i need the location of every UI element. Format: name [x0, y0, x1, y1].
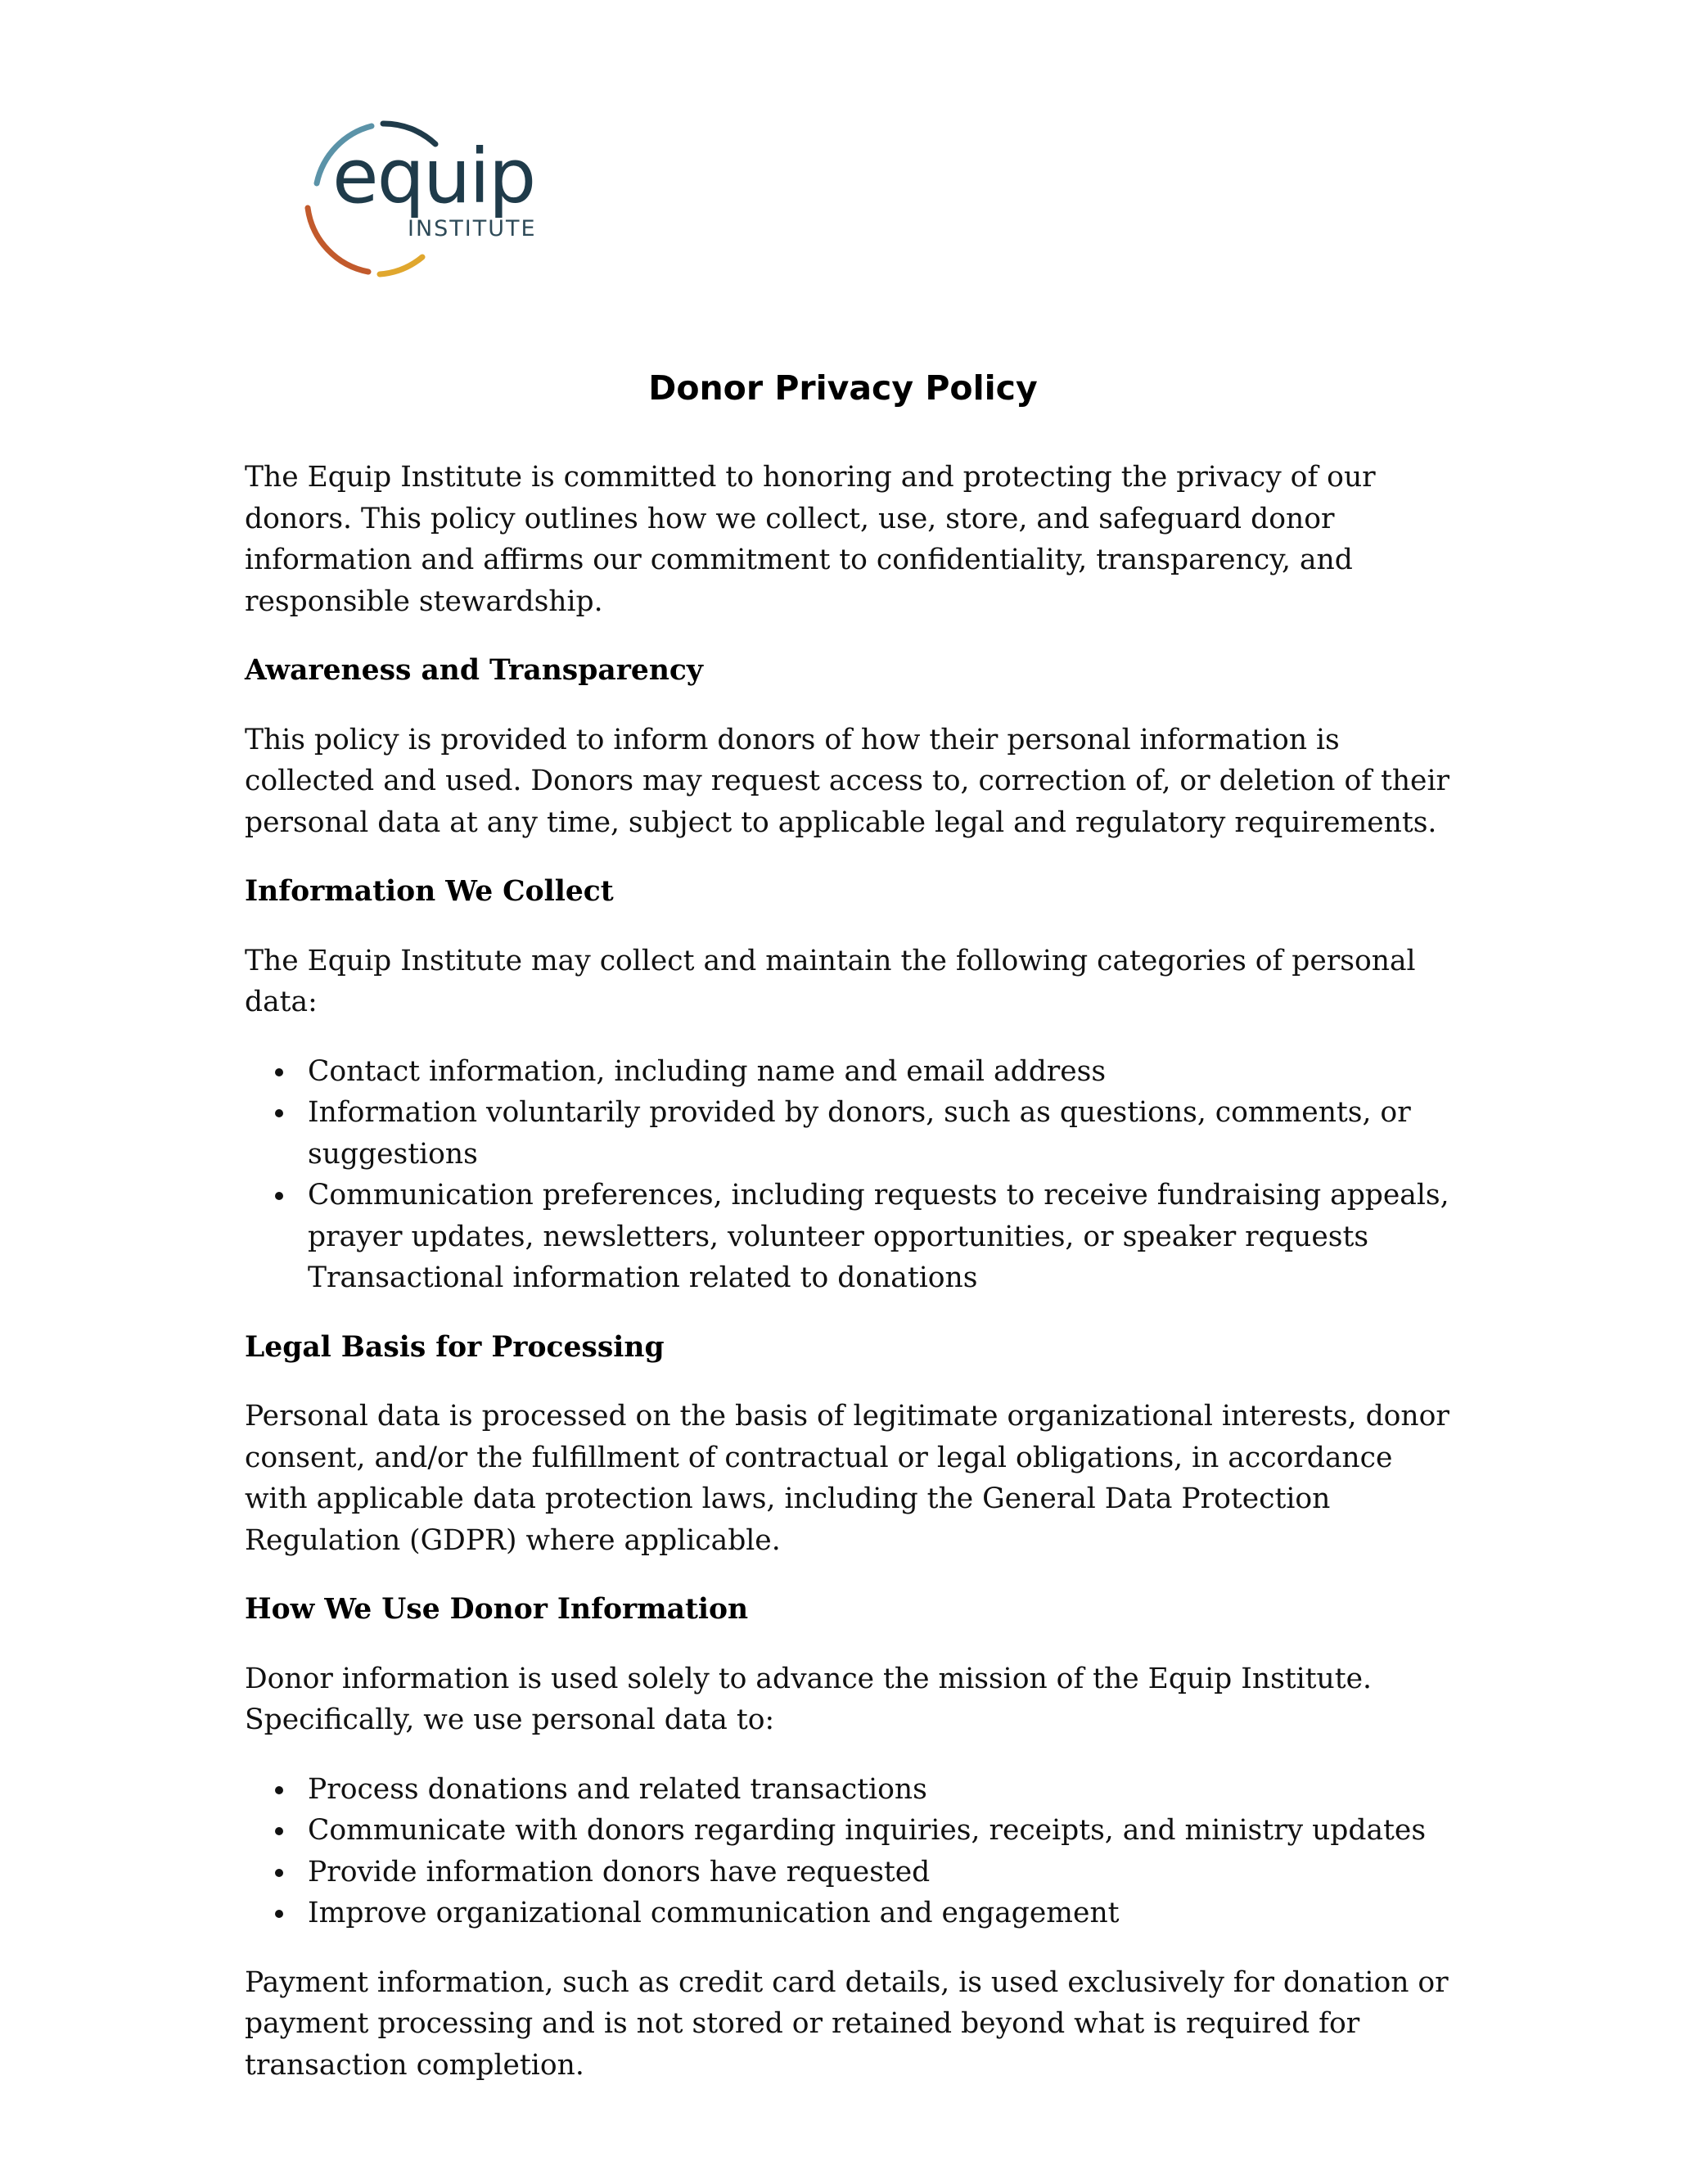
section-heading-use: How We Use Donor Information [245, 1593, 749, 1626]
policy-body [245, 457, 1456, 2114]
logo-wordmark: equip [332, 133, 535, 220]
awareness-paragraph: This policy is provided to inform donors of how their personal information is collected and used. Donors may request access to, correction of, or deletion of their personal data at any time, subject to applicable legal and regulatory requirements. [245, 723, 1449, 839]
list-item: Contact information, including name and email address [245, 1051, 1456, 1093]
use-list [245, 1769, 1456, 1934]
list-item: Information voluntarily provided by donors, such as questions, comments, or suggestions [245, 1092, 1456, 1175]
use-paragraph: Donor information is used solely to advance the mission of the Equip Institute. Specifically, we use personal data to: [245, 1662, 1373, 1736]
legal-paragraph: Personal data is processed on the basis of legitimate organizational interests, donor consent, and/or the fulfillment of contractual or legal obligations, in accordance with applicable data protection laws, including the General Data Protection Regulation (GDPR) where applicable. [245, 1400, 1449, 1557]
intro-paragraph: The Equip Institute is committed to honoring and protecting the privacy of our donors. This policy outlines how we collect, use, store, and safeguard donor information and affirms our commitment to confidentiality, transparency, and responsible stewardship. [245, 461, 1376, 618]
section-heading-legal: Legal Basis for Processing [245, 1330, 665, 1364]
collect-list [245, 1051, 1456, 1299]
list-item: Communicate with donors regarding inquiries, receipts, and ministry updates [245, 1810, 1456, 1852]
page-title: Donor Privacy Policy [648, 368, 1038, 408]
payment-paragraph: Payment information, such as credit card details, is used exclusively for donation or payment processing and is not stored or retained beyond what is required for transaction completion. [245, 1965, 1449, 2082]
list-item: Provide information donors have requested [245, 1852, 1456, 1893]
section-heading-awareness: Awareness and Transparency [245, 654, 703, 687]
collect-paragraph: The Equip Institute may collect and maintain the following categories of personal data: [245, 944, 1416, 1018]
list-item: Communication preferences, including requests to receive fundraising appeals, prayer updates, newsletters, volunteer opportunities, or speaker requests [245, 1175, 1456, 1257]
equip-institute-logo [298, 120, 535, 283]
list-item: Transactional information related to donations [308, 1261, 978, 1294]
section-heading-collect: Information We Collect [245, 875, 614, 908]
list-item: Improve organizational communication and engagement [245, 1893, 1456, 1934]
logo-subtitle: INSTITUTE [408, 216, 537, 241]
list-item: Process donations and related transactions [245, 1769, 1456, 1811]
